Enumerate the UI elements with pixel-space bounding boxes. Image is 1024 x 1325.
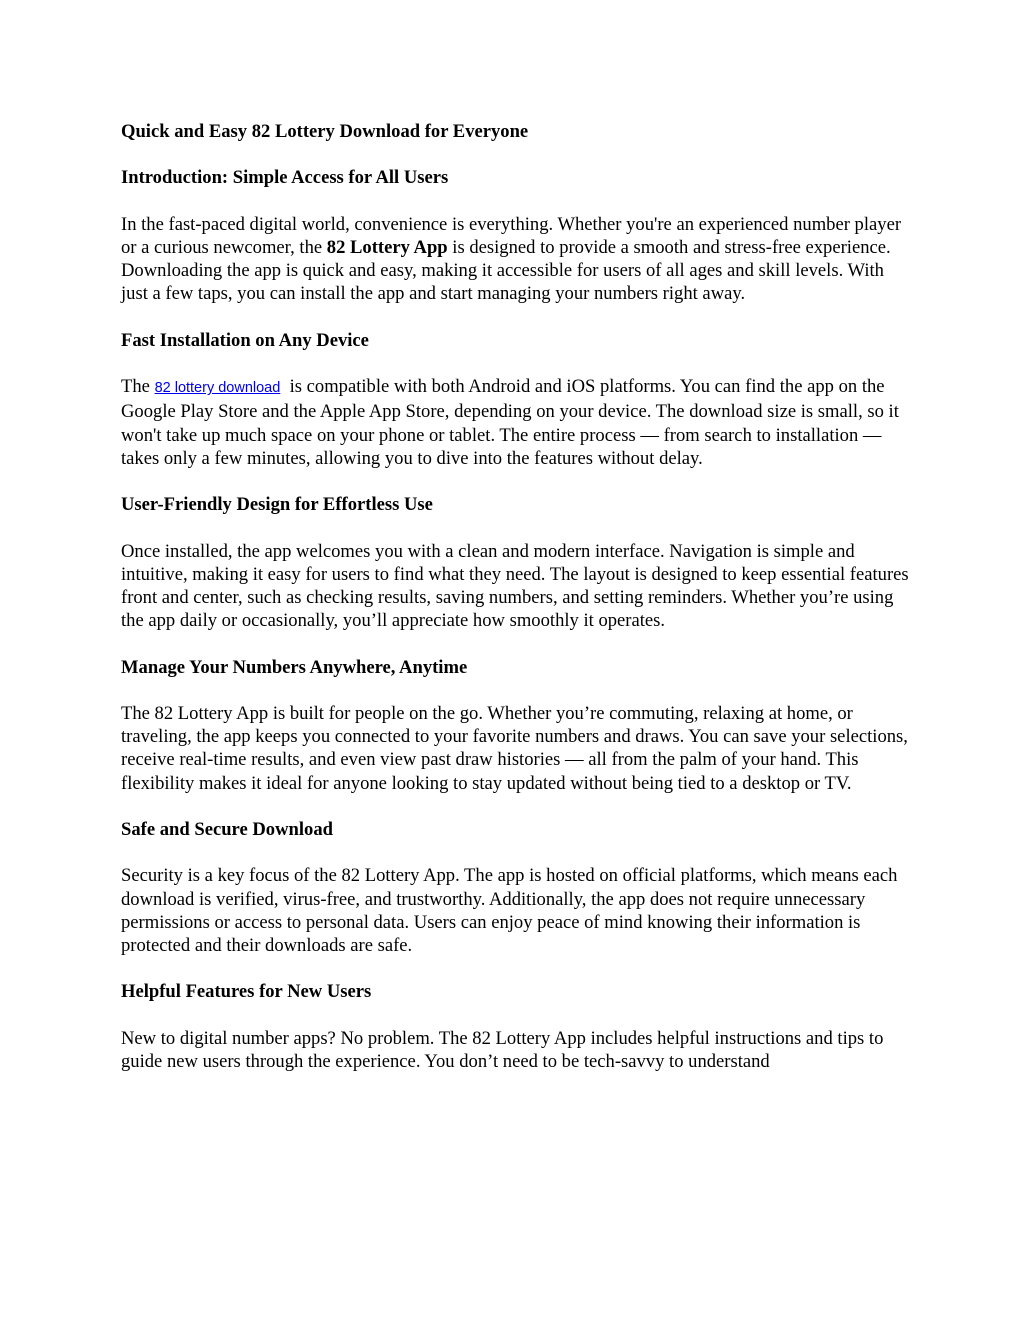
paragraph-installation [121, 375, 911, 470]
section-heading-security: Safe and Secure Download [121, 818, 333, 840]
download-link[interactable]: 82 lottery download [154, 380, 281, 397]
paragraph-text: In the fast-paced digital world, convenience is everything. Whether you're an experienced number player or a curious newcomer, the [121, 213, 902, 258]
section-heading-manage: Manage Your Numbers Anywhere, Anytime [121, 656, 468, 678]
paragraph-security: Security is a key focus of the 82 Lottery App. The app is hosted on official platforms, which means each download is verified, virus-free, and trustworthy. Additionally, the app does not require unnecessary permissions or access to personal data. Users can enjoy peace of mind knowing their information is protected and their downloads are safe. [121, 865, 898, 956]
document-page [121, 120, 911, 1096]
paragraph-design: Once installed, the app welcomes you with a clean and modern interface. Navigation is simple and intuitive, making it easy for users to find what they need. The layout is designed to keep essential features front and center, such as checking results, saving numbers, and setting reminders. Whether you’re using the app daily or occasionally, you’ll appreciate how smoothly it operates. [121, 540, 909, 632]
section-heading-features: Helpful Features for New Users [121, 981, 372, 1003]
paragraph-text: The [121, 376, 155, 398]
paragraph-text: is designed to provide a smooth and stress-free experience. Downloading the app is quick and easy, making it accessible for users of all ages and skill levels. With just a few taps, you can install the app and start managing your numbers right away. [121, 236, 891, 305]
section-heading-introduction: Introduction: Simple Access for All Users [121, 167, 449, 189]
paragraph-manage: The 82 Lottery App is built for people on the go. Whether you’re commuting, relaxing at home, or traveling, the app keeps you connected to your favorite numbers and draws. You can save your selections, receive real-time results, and even view past draw histories — all from the palm of your hand. This flexibility makes it ideal for anyone looking to stay updated without being tied to a desktop or TV. [121, 702, 908, 794]
document-title: Quick and Easy 82 Lottery Download for Everyone [121, 121, 529, 142]
paragraph-features: New to digital number apps? No problem. The 82 Lottery App includes helpful instructions and tips to guide new users through the experience. You don’t need to be tech-savvy to understand [121, 1027, 884, 1072]
paragraph-introduction [121, 213, 911, 306]
section-heading-design: User-Friendly Design for Effortless Use [121, 494, 433, 516]
section-heading-installation: Fast Installation on Any Device [121, 329, 369, 351]
paragraph-text: is compatible with both Android and iOS platforms. You can find the app on the Google Play Store and the Apple App Store, depending on your device. The download size is small, so it won't take up much space on your phone or tablet. The entire process — from search to installation — takes only a few minutes, allowing you to dive into the features without delay. [121, 376, 904, 469]
app-name-bold: 82 Lottery App [326, 236, 448, 258]
